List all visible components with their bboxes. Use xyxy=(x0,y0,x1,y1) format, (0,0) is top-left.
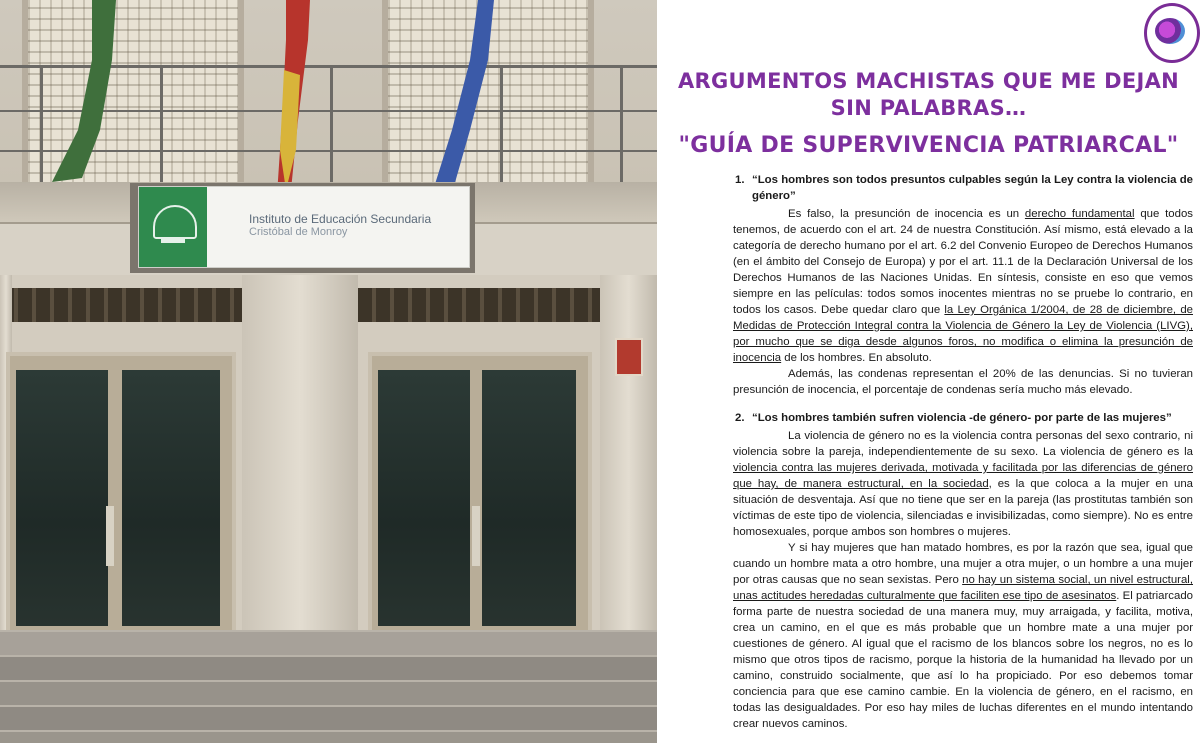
paragraph xyxy=(657,206,1193,366)
title-line-2: "GUÍA DE SUPERVIVENCIA PATRIARCAL" xyxy=(678,133,1179,158)
text-run: . El patriarcado forma parte de nuestra sociedad de una manera muy, muy arraigada, y facilita, motiva, crea un camino, en el que es más probable que un hombre mate a una mujer por cuestiones de género. Al igual que el racismo de los blancos sobre los negros, no es lo mismo que otros tipos de racismo, porque la historia de la humanidad ha llevado por un camino, construido socialmente, que así lo ha propiciado. Por eso debemos tomar conciencia para que ese camino cambie. En la violencia de género, en el racismo, en todas las desigualdades. Por eso hay miles de luchas diferentes en el mundo intentando crear nuevos caminos. xyxy=(733,590,1194,730)
green-flag xyxy=(52,0,116,182)
underlined-text: derecho fundamental xyxy=(1024,208,1135,220)
question-2 xyxy=(657,410,1193,426)
question-number: 2. xyxy=(735,412,745,424)
text-run: Y si hay mujeres que han matado hombres, es por la razón que sea, igual que cuando un hombre mata a otro hombre, una mujer a otra mujer, o un hombre a una mujer por otras causas que no sean sexistas. Pero xyxy=(733,542,1193,586)
pillar xyxy=(600,275,657,640)
underlined-text: no hay un sistema social, un nivel estructural, unas actitudes heredadas culturalmente que faciliten ese tipo de asesinatos xyxy=(733,574,1193,602)
alarm-box xyxy=(615,338,643,376)
frieze-left xyxy=(0,288,242,322)
text-run: , es la que coloca a la mujer en una situación de desventaja. Así que no tiene que ser en la pareja (las prostitutas también son víctimas de este tipo de violencia, silenciadas e invisibilizadas, como siempre). No es entre homosexuales, porque ambos son hombres o mujeres. xyxy=(733,478,1193,538)
entrance-door-left xyxy=(6,352,236,640)
frieze-right xyxy=(358,288,640,322)
text-run: de los hombres. En absoluto. xyxy=(781,352,932,364)
question-text: “Los hombres también sufren violencia -de género- por parte de las mujeres” xyxy=(752,412,1172,424)
title-line-1: ARGUMENTOS MACHISTAS QUE ME DEJAN SIN PALABRAS… xyxy=(677,69,1180,120)
entrance-steps xyxy=(0,630,657,743)
sign-text xyxy=(249,213,464,239)
logo-badge-icon xyxy=(1144,3,1200,63)
question-number: 1. xyxy=(735,174,745,186)
sign-line-2: Cristóbal de Monroy xyxy=(249,226,348,238)
text-run: que todos tenemos, de acuerdo con el art. 24 de nuestra Constitución. Así mismo, está elevado a la categoría de derecho humano por el art. 6.2 del Convenio Europeo de Derechos Humanos (en el ámbito del Consejo de Europa) y por el art. 11.1 de la Declaración Universal de los Derechos Humanos de las Naciones Unidas. En síntesis, consiste en eso que vemos siempre en las películas: todos somos inocentes mientras no se pruebe lo contrario, en todos los casos. Debe quedar claro que xyxy=(733,208,1194,316)
document-body xyxy=(657,172,1193,732)
school-sign xyxy=(138,186,470,268)
question-1 xyxy=(657,172,1193,204)
question-text: “Los hombres son todos presuntos culpables según la Ley contra la violencia de género” xyxy=(752,174,1193,202)
andalucia-logo-icon xyxy=(139,187,207,267)
sign-line-1: Instituto de Educación Secundaria xyxy=(249,212,432,226)
underlined-text: violencia contra las mujeres derivada, motivada y facilitada por las diferencias de género que hay, de manera estructural, en la sociedad xyxy=(733,462,1193,490)
paragraph xyxy=(657,428,1193,540)
document-page xyxy=(657,0,1200,743)
center-pillar xyxy=(242,275,358,640)
underlined-text: la Ley Orgánica 1/2004, de 28 de diciembre, de Medidas de Protección Integral contra la Violencia de Género la Ley de Violencia (LIVG), por mucho que se diga desde algunos foros, no modifica o elimina la presunción de inocencia xyxy=(733,304,1193,364)
paragraph xyxy=(657,540,1193,732)
paragraph: Además, las condenas representan el 20% de las denuncias. Si no tuvieran presunción de inocencia, el porcentaje de condenas sería mucho más elevado. xyxy=(733,368,1193,396)
document-title xyxy=(657,68,1200,159)
entrance-door-right xyxy=(368,352,592,640)
text-run: Es falso, la presunción de inocencia es un xyxy=(788,208,1025,220)
text-run: La violencia de género no es la violencia contra personas del sexo contrario, ni violencia sobre la pareja, independientemente de su sexo. La violencia de género es la xyxy=(733,430,1193,458)
